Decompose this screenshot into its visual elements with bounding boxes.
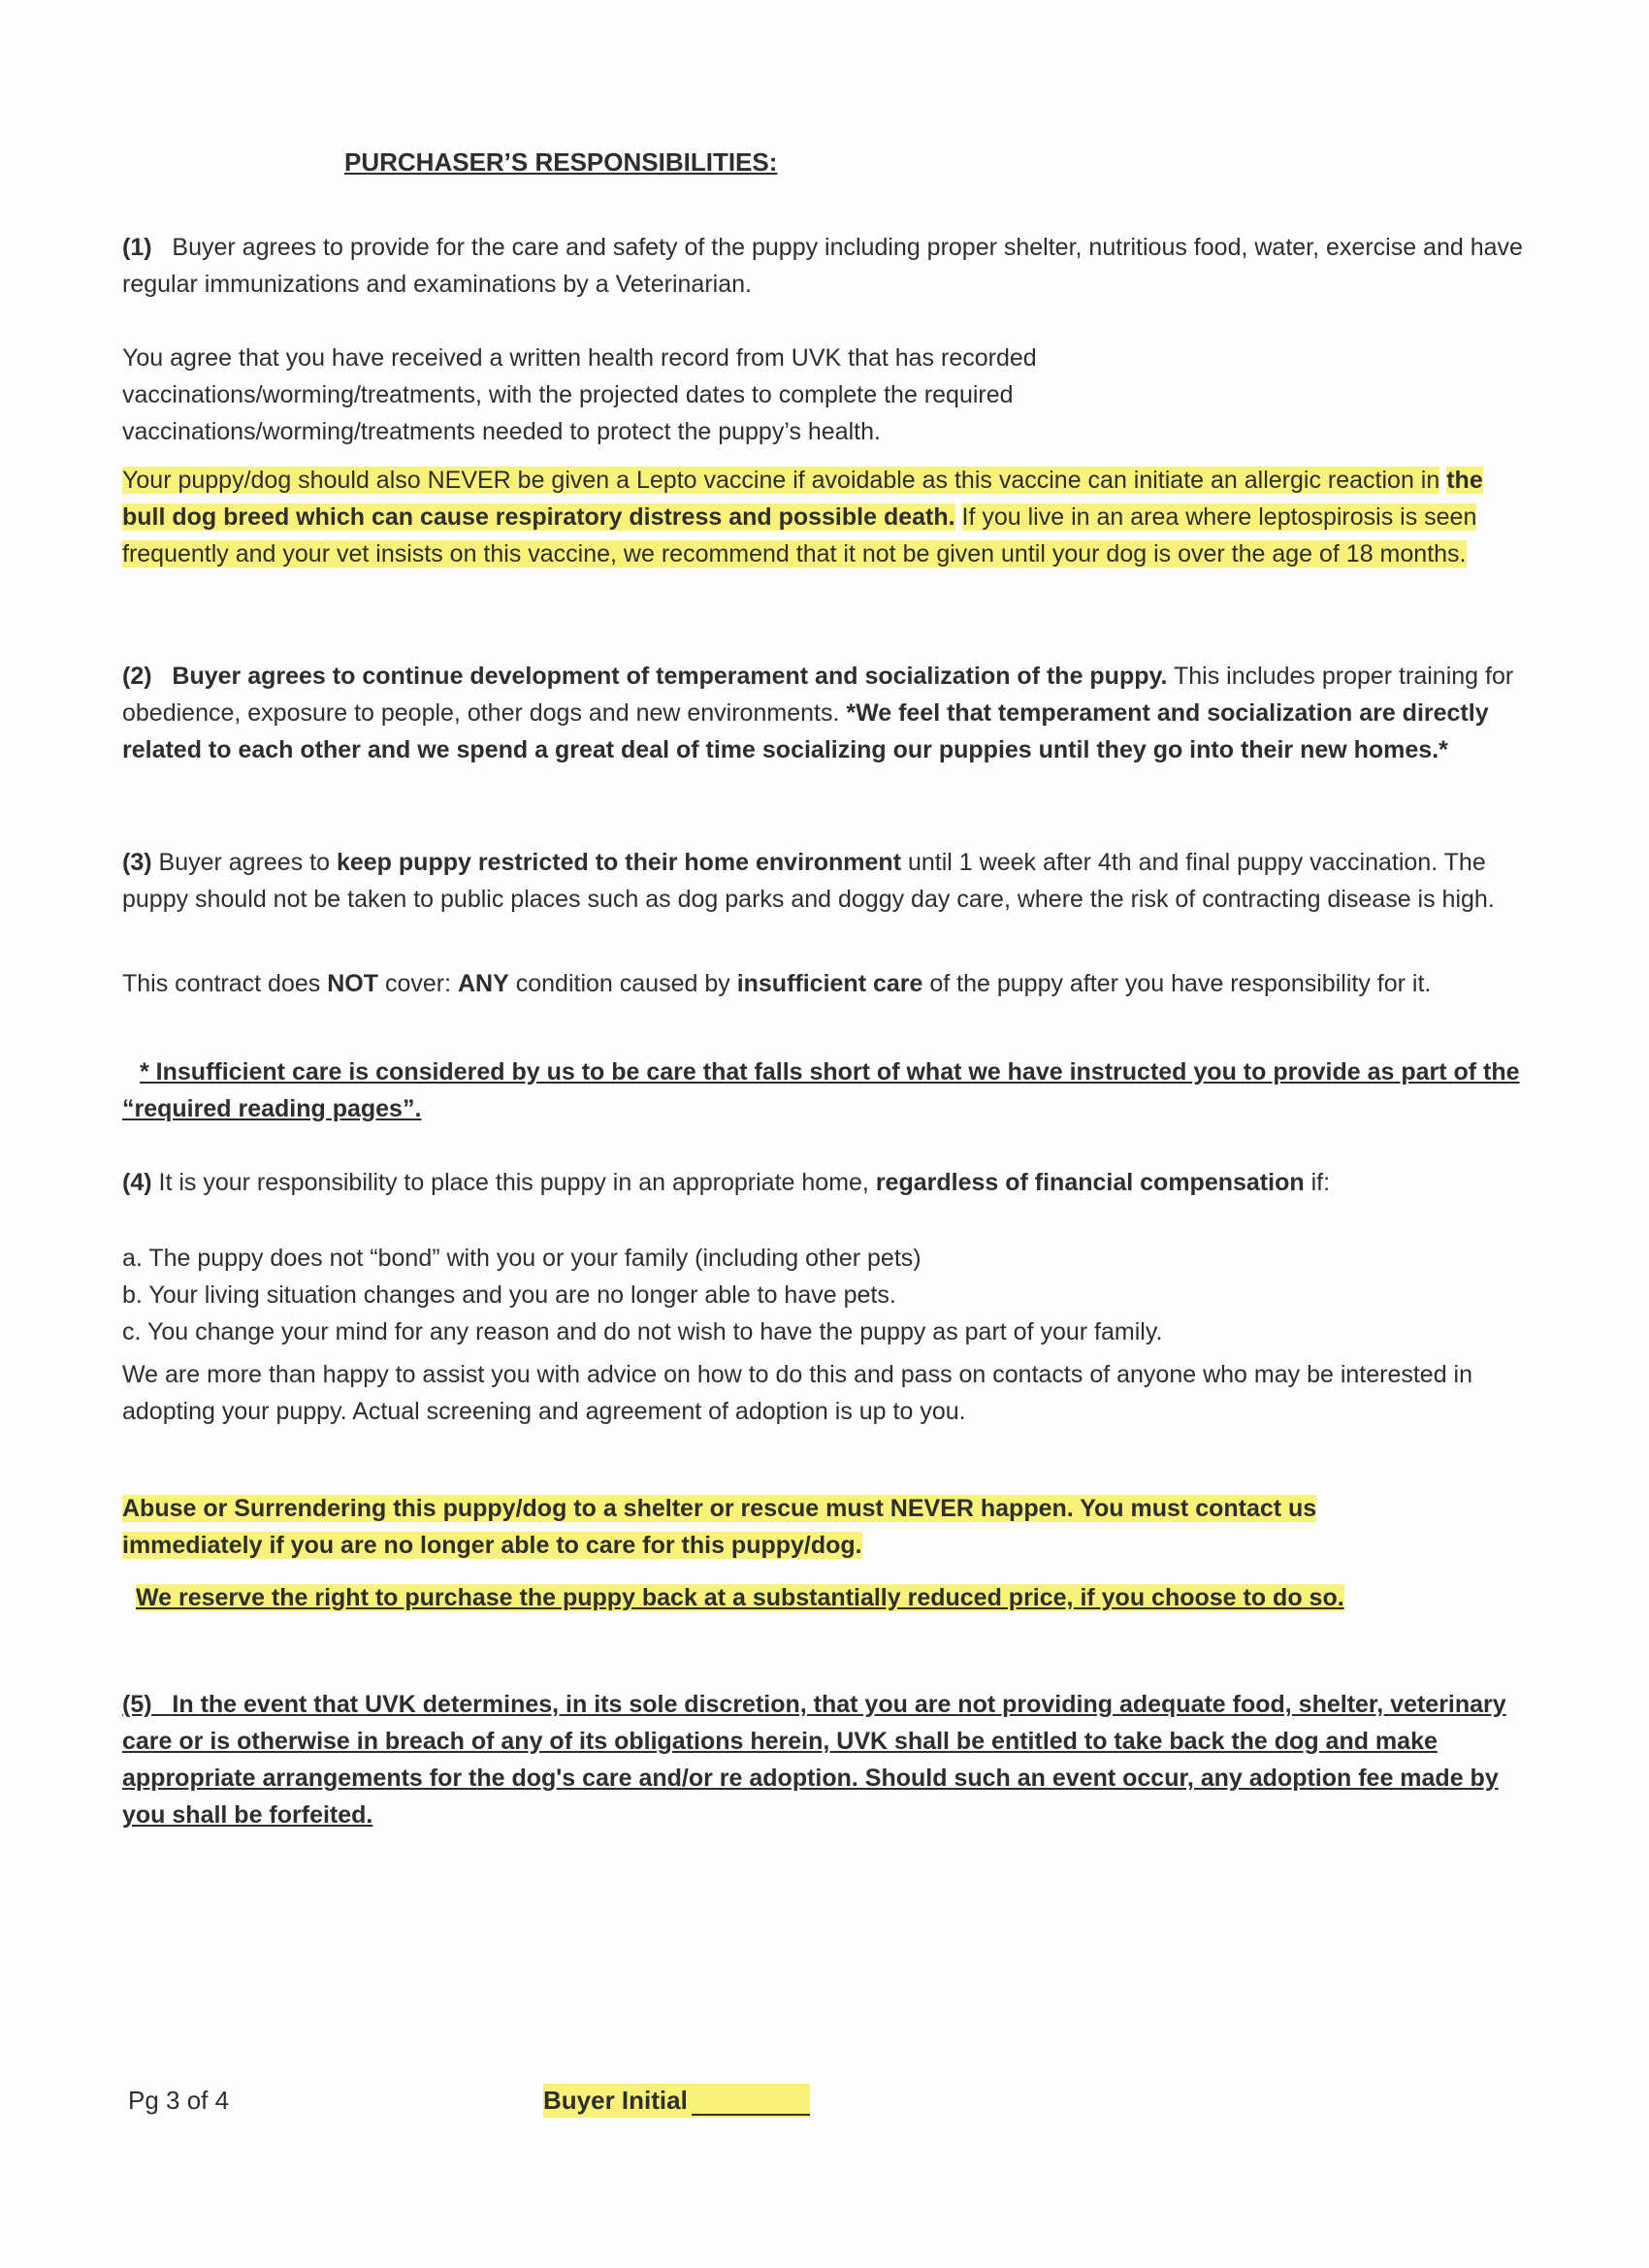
paragraph-4 (122, 1164, 1548, 1201)
clause-text-a: Buyer agrees to (158, 849, 331, 876)
coverage-text-b: cover: (384, 970, 452, 997)
coverage-text-c: condition caused by (515, 970, 730, 997)
initial-line[interactable] (692, 2092, 810, 2116)
clause-text-b: if: (1310, 1169, 1331, 1196)
paragraph-5 (122, 1686, 1548, 1833)
clause-number: (2) (122, 663, 152, 690)
paragraph-2 (122, 658, 1548, 768)
clause-number: (1) (122, 234, 152, 261)
health-record-paragraph: You agree that you have received a written health record from UVK that has recorded vaccinations/worming/treatments, with the projected dates to complete the required vaccinations/worming/treatments needed to protect the puppy’s health. (122, 344, 1037, 445)
list-item: c. You change your mind for any reason and do not wish to have the puppy as part of your family. (122, 1318, 1163, 1345)
coverage-insufficient: insufficient care (736, 970, 923, 997)
lepto-text-a: Your puppy/dog should also NEVER be given a Lepto vaccine if avoidable as this vaccine can initiate an allergic reaction in (122, 467, 1440, 494)
insufficient-care-note: * Insufficient care is considered by us to be care that falls short of what we have instructed you to provide as part of the “required reading pages”. (122, 1058, 1520, 1122)
lepto-text-c: If you live in an area where leptospirosis is seen frequently and your vet insists on this vaccine, we recommend that it not be given until your dog is over the age of 18 months. (122, 503, 1477, 567)
conditions-list (122, 1240, 1548, 1350)
reserve-text: We reserve the right to purchase the puppy back at a substantially reduced price, if you choose to do so. (136, 1584, 1344, 1611)
list-item: b. Your living situation changes and you are no longer able to have pets. (122, 1281, 896, 1309)
coverage-not: NOT (327, 970, 378, 997)
clause-text-b: until 1 week after 4th and final puppy vaccination. The puppy should not be taken to public places such as dog parks and doggy day care, where the risk of contracting disease is high. (122, 849, 1495, 913)
clause-number: (4) (122, 1169, 152, 1196)
clause-text: This includes proper training for obedience, exposure to people, other dogs and new environments. (122, 663, 1514, 727)
clause-text-a: It is your responsibility to place this puppy in an appropriate home, (158, 1169, 869, 1196)
clause-number: (5) (122, 1691, 152, 1718)
list-item: a. The puppy does not “bond” with you or your family (including other pets) (122, 1245, 922, 1272)
abuse-warning (122, 1490, 1403, 1564)
lepto-text-bold: the bull dog breed which can cause respiratory distress and possible death. (122, 467, 1483, 531)
abuse-text: Abuse or Surrendering this puppy/dog to a shelter or rescue must NEVER happen. You must contact us immediately if you are no longer able to care for this puppy/dog. (122, 1495, 1317, 1559)
clause-text: In the event that UVK determines, in its sole discretion, that you are not providing adequate food, shelter, veterinary care or is otherwise in breach of any of its obligations herein, UVK shall be entitled to take back the dog and make appropriate arrangements for the dog's care and/or re adoption. Should such an event occur, any adoption fee made by you shall be forfeited. (122, 1691, 1506, 1829)
coverage-text-a: This contract does (122, 970, 321, 997)
clause-bold: keep puppy restricted to their home environment (336, 849, 902, 876)
buyer-initial-field[interactable] (543, 2084, 810, 2118)
coverage-any: ANY (458, 970, 509, 997)
reserve-right-note (122, 1579, 1548, 1616)
section-heading: PURCHASER’S RESPONSIBILITIES: (344, 147, 778, 177)
paragraph-3 (122, 844, 1548, 918)
contract-coverage (122, 965, 1548, 1002)
clause-bold-note: *We feel that temperament and socialization are directly related to each other and we spend a great deal of time socializing our puppies until they go into their new homes.* (122, 699, 1489, 763)
coverage-text-d: of the puppy after you have responsibility for it. (929, 970, 1432, 997)
lepto-warning (122, 462, 1529, 572)
paragraph-1 (122, 229, 1548, 303)
clause-number: (3) (122, 849, 152, 876)
clause-bold: regardless of financial compensation (875, 1169, 1305, 1196)
buyer-initial-label: Buyer Initial (543, 2086, 688, 2115)
page-number: Pg 3 of 4 (128, 2086, 230, 2115)
assist-paragraph: We are more than happy to assist you with advice on how to do this and pass on contacts of anyone who may be interested in adopting your puppy. Actual screening and agreement of adoption is up to you. (122, 1361, 1473, 1425)
clause-bold: Buyer agrees to continue development of temperament and socialization of the puppy. (172, 663, 1168, 690)
clause-text: Buyer agrees to provide for the care and safety of the puppy including proper shelter, nutritious food, water, exercise and have regular immunizations and examinations by a Veterinarian. (122, 234, 1523, 298)
